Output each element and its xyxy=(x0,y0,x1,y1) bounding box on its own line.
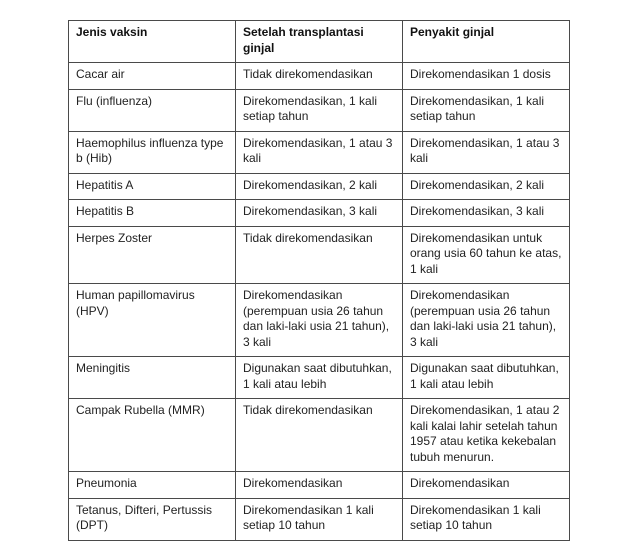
kidney-disease-cell: Direkomendasikan, 1 atau 2 kali kalai lahir setelah tahun 1957 atau ketika kekebalan tubuh menurun. xyxy=(403,399,570,472)
table-row xyxy=(69,173,570,200)
after-transplant-cell: Direkomendasikan, 2 kali xyxy=(236,173,403,200)
vaccine-name-cell: Tetanus, Difteri, Pertussis (DPT) xyxy=(69,498,236,540)
vaccine-name-cell: Herpes Zoster xyxy=(69,226,236,284)
kidney-disease-cell: Direkomendasikan, 3 kali xyxy=(403,200,570,227)
vaccine-name-cell: Hepatitis B xyxy=(69,200,236,227)
kidney-disease-cell: Direkomendasikan, 1 atau 3 kali xyxy=(403,131,570,173)
after-transplant-cell: Tidak direkomendasikan xyxy=(236,226,403,284)
kidney-disease-cell: Digunakan saat dibutuhkan, 1 kali atau lebih xyxy=(403,357,570,399)
column-header-kidney-disease: Penyakit ginjal xyxy=(403,21,570,63)
after-transplant-cell: Direkomendasikan, 1 kali setiap tahun xyxy=(236,89,403,131)
vaccine-name-cell: Hepatitis A xyxy=(69,173,236,200)
vaccine-table xyxy=(68,20,570,541)
vaccine-name-cell: Pneumonia xyxy=(69,472,236,499)
table-row xyxy=(69,472,570,499)
after-transplant-cell: Direkomendasikan, 1 atau 3 kali xyxy=(236,131,403,173)
table-row xyxy=(69,131,570,173)
table-header-row xyxy=(69,21,570,63)
table-row xyxy=(69,89,570,131)
column-header-after-transplant: Setelah transplantasi ginjal xyxy=(236,21,403,63)
kidney-disease-cell: Direkomendasikan 1 dosis xyxy=(403,63,570,90)
after-transplant-cell: Direkomendasikan xyxy=(236,472,403,499)
vaccine-name-cell: Meningitis xyxy=(69,357,236,399)
after-transplant-cell: Direkomendasikan (perempuan usia 26 tahun dan laki-laki usia 21 tahun), 3 kali xyxy=(236,284,403,357)
kidney-disease-cell: Direkomendasikan xyxy=(403,472,570,499)
vaccine-name-cell: Human papillomavirus (HPV) xyxy=(69,284,236,357)
after-transplant-cell: Digunakan saat dibutuhkan, 1 kali atau lebih xyxy=(236,357,403,399)
vaccine-name-cell: Campak Rubella (MMR) xyxy=(69,399,236,472)
vaccine-name-cell: Flu (influenza) xyxy=(69,89,236,131)
kidney-disease-cell: Direkomendasikan, 1 kali setiap tahun xyxy=(403,89,570,131)
vaccine-name-cell: Cacar air xyxy=(69,63,236,90)
table-row xyxy=(69,284,570,357)
table-row xyxy=(69,498,570,540)
kidney-disease-cell: Direkomendasikan, 2 kali xyxy=(403,173,570,200)
table-row xyxy=(69,63,570,90)
table-row xyxy=(69,399,570,472)
after-transplant-cell: Direkomendasikan 1 kali setiap 10 tahun xyxy=(236,498,403,540)
table-row xyxy=(69,200,570,227)
after-transplant-cell: Direkomendasikan, 3 kali xyxy=(236,200,403,227)
table-row xyxy=(69,226,570,284)
after-transplant-cell: Tidak direkomendasikan xyxy=(236,63,403,90)
after-transplant-cell: Tidak direkomendasikan xyxy=(236,399,403,472)
kidney-disease-cell: Direkomendasikan untuk orang usia 60 tahun ke atas, 1 kali xyxy=(403,226,570,284)
vaccine-name-cell: Haemophilus influenza type b (Hib) xyxy=(69,131,236,173)
table-row xyxy=(69,357,570,399)
kidney-disease-cell: Direkomendasikan (perempuan usia 26 tahun dan laki-laki usia 21 tahun), 3 kali xyxy=(403,284,570,357)
column-header-vaccine-type: Jenis vaksin xyxy=(69,21,236,63)
kidney-disease-cell: Direkomendasikan 1 kali setiap 10 tahun xyxy=(403,498,570,540)
